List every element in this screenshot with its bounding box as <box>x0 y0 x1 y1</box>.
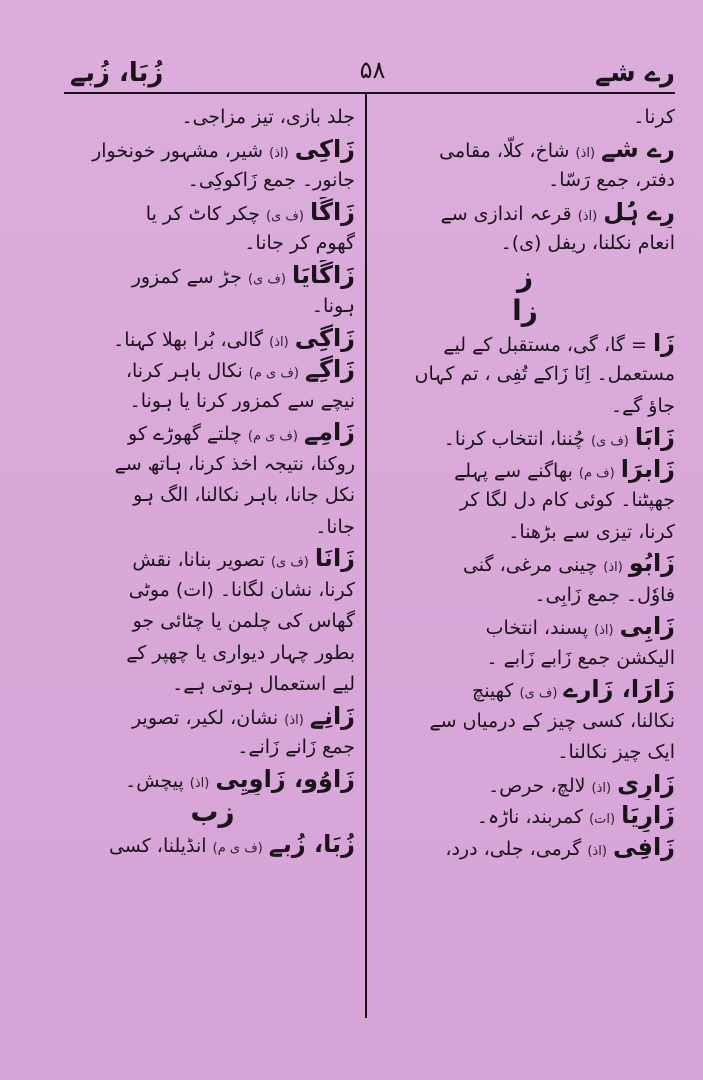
headword: زَابرَا <box>620 454 675 483</box>
definition-text: پیچش۔ <box>125 769 184 792</box>
dictionary-entry <box>70 354 355 386</box>
definition-line <box>375 580 675 612</box>
grammar-tag: (ف ی م) <box>247 429 298 444</box>
definition-text: کرنا۔ <box>633 106 675 128</box>
definition-text: لیے استعمال ہوتی ہے۔ <box>172 673 355 695</box>
dictionary-entry <box>70 134 355 166</box>
definition-text: شیر، مشہور خونخوار <box>92 139 264 162</box>
definition-text: چُننا، انتخاب کرنا۔ <box>443 428 585 450</box>
definition-text: نیچے سے کمزور کرنا یا ہونا۔ <box>129 389 355 412</box>
definition-text: کرنا، تیزی سے بڑھنا۔ <box>508 520 675 543</box>
definition-text: کرنا، نشان لگانا۔ (ات) موٹی <box>128 578 355 601</box>
headword: زَاکِی <box>294 134 355 163</box>
dictionary-entry <box>70 323 355 355</box>
dictionary-entry <box>375 134 675 166</box>
dictionary-entry <box>375 769 675 801</box>
definition-text: کھینچ <box>471 680 514 702</box>
headword: زَارِیَا <box>621 801 675 829</box>
definition-text: = گا، گی، مستقبل کے لیے <box>443 333 647 356</box>
definition-line <box>70 638 355 670</box>
definition-line <box>70 102 355 134</box>
definition-line <box>375 228 675 260</box>
definition-line <box>375 517 675 549</box>
dictionary-entry <box>375 197 675 229</box>
grammar-tag: (ف ی) <box>270 555 309 570</box>
headword: رے شے <box>601 134 675 163</box>
dictionary-entry <box>70 701 355 733</box>
definition-line <box>70 606 355 638</box>
definition-text: فاوٗل۔ جمع زَابِی۔ <box>534 583 675 606</box>
definition-text: انڈیلنا، کسی <box>108 835 207 857</box>
headword: زَامِے <box>304 418 355 446</box>
dictionary-entry <box>70 543 355 575</box>
definition-text: مستعمل۔ اِنَا زَاکے تُفِی ، تم کہاں <box>414 363 675 385</box>
grammar-tag: (اذ) <box>269 145 289 161</box>
definition-text: جانور۔ جمع زَاکوکِی۔ <box>187 169 355 191</box>
definition-text: نکالنا، کسی چیز کے درمیاں سے <box>429 709 675 732</box>
grammar-tag: (اذ) <box>594 623 614 638</box>
left-guide-word: زُبَا، زُبے <box>70 58 164 88</box>
headword: زَاوُو، زَاوِیِی <box>215 764 355 793</box>
dictionary-entry <box>375 328 675 360</box>
headword: زَارَا، زَارے <box>563 675 675 703</box>
page-header <box>70 52 675 92</box>
definition-line <box>375 485 675 517</box>
headword: زَا <box>652 328 675 357</box>
definition-line <box>70 291 355 323</box>
definition-text: قرعہ اندازی سے <box>440 202 572 225</box>
definition-text: نکال باہر کرنا، <box>125 360 243 382</box>
headword: زَابَا <box>634 423 675 451</box>
definition-text: گھوم کر جانا۔ <box>244 232 355 254</box>
definition-text: نشان، لکیر، تصویر <box>132 706 279 729</box>
headword: رِے ہُل <box>603 197 675 226</box>
definition-text: لالچ، حرص۔ <box>488 774 586 797</box>
definition-text: جڑ سے کمزور <box>131 265 242 288</box>
grammar-tag: (ف ی) <box>590 434 629 449</box>
definition-text: انعام نکلنا، ریفل (ی)۔ <box>500 232 675 254</box>
definition-text: شاخ، کلّا، مقامی <box>439 139 570 162</box>
grammar-tag: (ف ی) <box>247 271 286 287</box>
dictionary-entry <box>70 764 355 796</box>
definition-text: تصویر بنانا، نقش <box>132 549 265 571</box>
definition-line <box>70 449 355 481</box>
dictionary-entry <box>70 197 355 229</box>
definition-text: دفتر، جمع رَسّا۔ <box>548 169 675 191</box>
definition-text: جلد بازی، تیز مزاجی۔ <box>181 106 355 128</box>
definition-line <box>70 386 355 418</box>
definition-line <box>375 102 675 134</box>
section-heading: زب <box>190 795 235 828</box>
dictionary-entry <box>375 422 675 454</box>
headword: زُبَا، زُبے <box>268 830 355 858</box>
headword: زَاگِی <box>294 323 355 352</box>
grammar-tag: (ف ی م) <box>248 366 299 381</box>
grammar-tag: (اذ) <box>575 145 596 161</box>
left-column <box>70 102 355 861</box>
dictionary-entry <box>70 829 355 861</box>
definition-text: جانا۔ <box>315 515 355 538</box>
definition-text: گھاس کی چلمن یا چٹائی جو <box>132 610 355 632</box>
definition-text: پسند، انتخاب <box>485 617 589 639</box>
definition-text: گرمی، جلی، درد، <box>445 837 582 860</box>
dictionary-entry <box>375 674 675 706</box>
right-guide-word: رے شے <box>594 58 675 88</box>
definition-line <box>70 512 355 544</box>
headword: زَاگَایَا <box>291 260 355 289</box>
definition-text: کمربند، ناڑہ۔ <box>476 806 584 828</box>
right-column <box>375 102 675 863</box>
grammar-tag: (اذ) <box>587 843 607 859</box>
grammar-tag: (ف ی) <box>519 686 558 701</box>
definition-text: الیکشن جمع زَابے زَابے ۔ <box>486 646 675 669</box>
grammar-tag: (اذ) <box>269 334 289 350</box>
definition-line <box>70 480 355 512</box>
section-heading: ز <box>516 259 534 293</box>
definition-text: نکل جانا، باہر نکالنا، الگ ہو <box>133 484 355 506</box>
dictionary-entry <box>375 611 675 643</box>
definition-line <box>375 359 675 391</box>
definition-line <box>70 669 355 701</box>
definition-line <box>375 643 675 675</box>
headword: زَاگَا <box>309 197 355 226</box>
definition-line <box>375 165 675 197</box>
grammar-tag: (ات) <box>589 812 616 827</box>
definition-text: بطور چہار دیواری یا چھپر کے <box>126 641 355 664</box>
section-heading: زا <box>512 293 538 327</box>
dictionary-entry <box>375 800 675 832</box>
grammar-tag: (اذ) <box>603 560 623 575</box>
headword: زَارِی <box>617 769 675 798</box>
definition-line <box>70 575 355 607</box>
header-rule <box>64 92 675 94</box>
definition-line <box>70 228 355 260</box>
grammar-tag: (اذ) <box>577 208 598 224</box>
dictionary-entry <box>375 548 675 580</box>
headword: زَافِی <box>612 832 675 861</box>
grammar-tag: (اذ) <box>189 775 210 791</box>
definition-text: جمع زَانے زَانے۔ <box>237 736 355 758</box>
headword: زَانَا <box>314 544 355 572</box>
dictionary-entry <box>70 417 355 449</box>
dictionary-entry <box>375 832 675 864</box>
definition-text: چینی مرغی، گنی <box>462 554 598 576</box>
headword: زَانِے <box>309 701 355 730</box>
grammar-tag: (ف ی) <box>266 208 304 224</box>
definition-line <box>70 732 355 764</box>
definition-text: ہونا۔ <box>311 295 355 317</box>
grammar-tag: (اذ) <box>284 712 304 728</box>
grammar-tag: (ف م) <box>578 465 615 481</box>
definition-line <box>375 737 675 769</box>
definition-line <box>375 391 675 423</box>
definition-text: چکر کاٹ کر یا <box>145 202 260 225</box>
dictionary-entry <box>375 454 675 486</box>
definition-text: ایک چیز نکالنا۔ <box>557 741 675 763</box>
definition-text: جھپٹنا۔ کوئی کام دل لگا کر <box>459 489 675 511</box>
definition-line <box>70 165 355 197</box>
headword: زَابُو <box>628 549 675 577</box>
definition-text: روکنا، نتیجہ اخذ کرنا، ہاتھ سے <box>114 452 355 475</box>
definition-text: بھاگنے سے پہلے <box>454 459 573 482</box>
page-number: ۵۸ <box>359 56 386 84</box>
headword: زَاگِے <box>304 355 355 383</box>
headword: زَابِی <box>619 612 675 640</box>
grammar-tag: (ف ی م) <box>212 841 263 856</box>
definition-line <box>375 706 675 738</box>
definition-text: جاؤ گے۔ <box>610 394 675 417</box>
definition-text: گالی، بُرا بھلا کہنا۔ <box>113 328 264 351</box>
definition-text: چلتے گھوڑے کو <box>128 423 242 445</box>
column-divider <box>365 92 367 1018</box>
grammar-tag: (اذ) <box>591 780 612 796</box>
dictionary-entry <box>70 260 355 292</box>
